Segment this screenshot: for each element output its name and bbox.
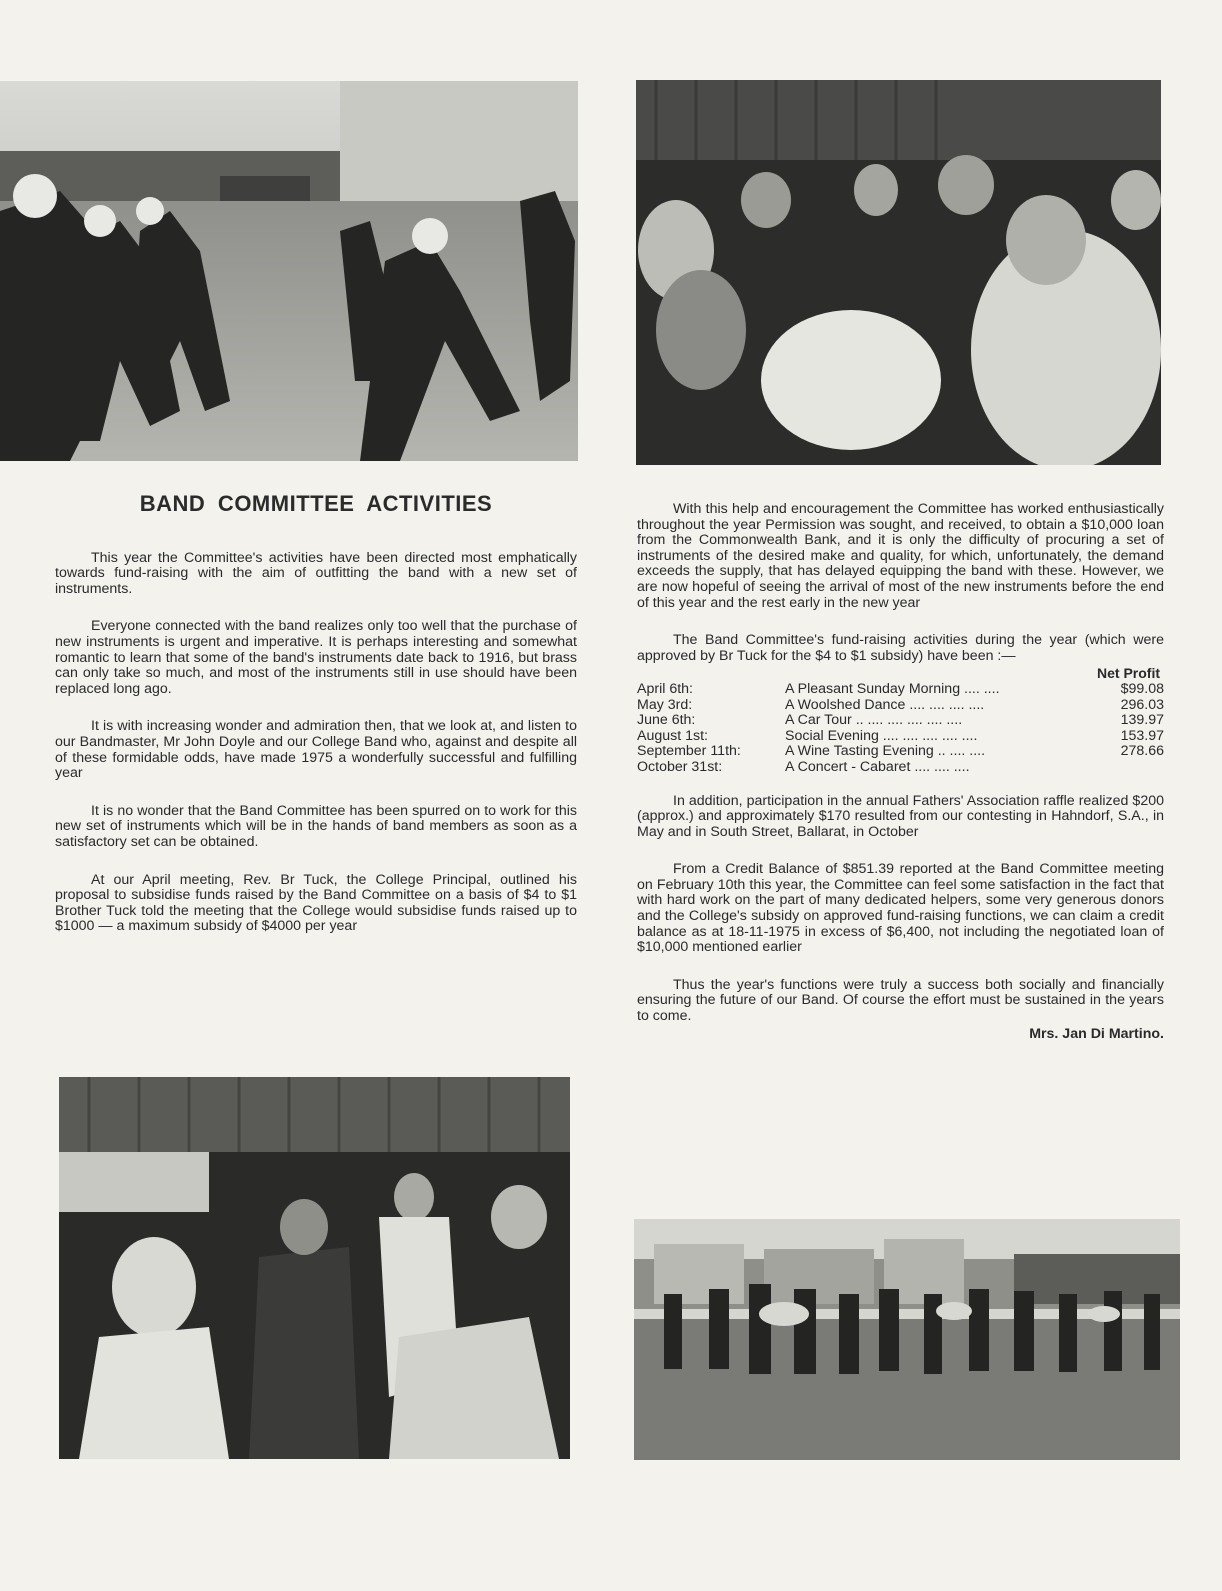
event-date: August 1st: xyxy=(637,727,708,744)
table-row xyxy=(637,729,1164,745)
event-profit: $99.08 xyxy=(1120,680,1164,697)
paragraph: This year the Committee's activities have been directed most emphatically towards fund-raising with the aim of outfitting the band with a new set of instruments. xyxy=(55,549,577,597)
event-profit: 296.03 xyxy=(1120,696,1164,713)
paragraph: It is with increasing wonder and admiration then, that we look at, and listen to our Bandmaster, Mr John Doyle and our College Band who, against and despite all of these formidable odds, have made 1975 a wonderfully successful and fulfilling year xyxy=(55,718,577,782)
photo-social-gathering-top xyxy=(636,80,1161,465)
paragraph: From a Credit Balance of $851.39 reported at the Band Committee meeting on February 10th this year, the Committee can feel some satisfaction in the fact that with hard work on the part of many dedicated helpers, some very generous donors and the College's subsidy on approved fund-raising functions, we can claim a credit balance as at 18-11-1975 in excess of $6,400, not including the negotiated loan of $10,000 mentioned earlier xyxy=(637,861,1164,956)
event-date: June 6th: xyxy=(637,712,696,729)
event-profit xyxy=(1102,760,1164,776)
paragraph: At our April meeting, Rev. Br Tuck, the College Principal, outlined his proposal to subsidise funds raised by the Band Committee on a basis of $4 to $1 Brother Tuck told the meeting that the College would subsidise funds raised up to $1000 — a maximum subsidy of $4000 per year xyxy=(55,871,577,935)
event-name: A Woolshed Dance .... .... .... .... xyxy=(785,696,985,713)
event-profit: 153.97 xyxy=(1120,727,1164,744)
event-name: Social Evening .... .... .... .... .... xyxy=(785,727,978,744)
table-row xyxy=(637,744,1164,760)
event-date: September 11th: xyxy=(637,743,741,760)
net-profit-header: Net Profit xyxy=(1097,665,1160,682)
article-title: BAND COMMITTEE ACTIVITIES xyxy=(139,491,493,516)
event-date: May 3rd: xyxy=(637,696,693,713)
event-name: A Car Tour .. .... .... .... .... .... xyxy=(785,712,963,729)
paragraph: In addition, participation in the annual Fathers' Association raffle realized $200 (approx.) and approximately $170 resulted from our contesting in Hahndorf, S.A., in May and in South Street, Ballarat, in October xyxy=(637,792,1164,840)
event-name: A Wine Tasting Evening .. .... .... xyxy=(785,743,986,760)
paragraph: With this help and encouragement the Committee has worked enthusiastically throughout the year Permission was sought, and received, to obtain a $10,000 loan from the Commonwealth Bank, and it is only the difficulty of procuring a set of instruments of the desired make and quality, for which, unfortunately, the demand exceeds the supply, that has delayed equipping the band with these. However, we are now hopeful of seeing the arrival of most of the new instruments before the end of this year and the rest early in the new year xyxy=(637,501,1164,611)
event-date: April 6th: xyxy=(637,680,693,697)
table-row xyxy=(637,682,1164,698)
paragraph: Everyone connected with the band realizes only too well that the purchase of new instruments is urgent and imperative. It is perhaps interesting and somewhat romantic to learn that some of the band's instruments date back to 1916, but brass can only take so much, and most of the instruments still in use should have been replaced long ago. xyxy=(55,618,577,697)
article-left-column xyxy=(55,491,577,957)
photo-crowd-bottom xyxy=(59,1077,570,1459)
photo-marching-band-top xyxy=(0,81,578,461)
paragraph: It is no wonder that the Band Committee has been spurred on to work for this new set of instruments which will be in the hands of band members as soon as a satisfactory set can be obtained. xyxy=(55,802,577,850)
paragraph: The Band Committee's fund-raising activities during the year (which were approved by Br Tuck for the $4 to $1 subsidy) have been :— xyxy=(637,632,1164,664)
article-right-column xyxy=(637,502,1164,1042)
fundraising-table xyxy=(637,682,1164,776)
event-name: A Concert - Cabaret .... .... .... xyxy=(785,758,970,775)
table-row xyxy=(637,760,1164,776)
photo-band-street-bottom xyxy=(634,1219,1180,1460)
event-name: A Pleasant Sunday Morning .... .... xyxy=(785,680,1000,697)
event-profit: 278.66 xyxy=(1120,743,1164,760)
event-profit: 139.97 xyxy=(1120,712,1164,729)
paragraph: Thus the year's functions were truly a success both socially and financially ensuring the future of our Band. Of course the effort must be sustained in the years to come. xyxy=(637,976,1164,1025)
event-date: October 31st: xyxy=(637,758,723,775)
table-row xyxy=(637,713,1164,729)
table-row xyxy=(637,698,1164,714)
author-signature: Mrs. Jan Di Martino. xyxy=(1029,1025,1164,1042)
